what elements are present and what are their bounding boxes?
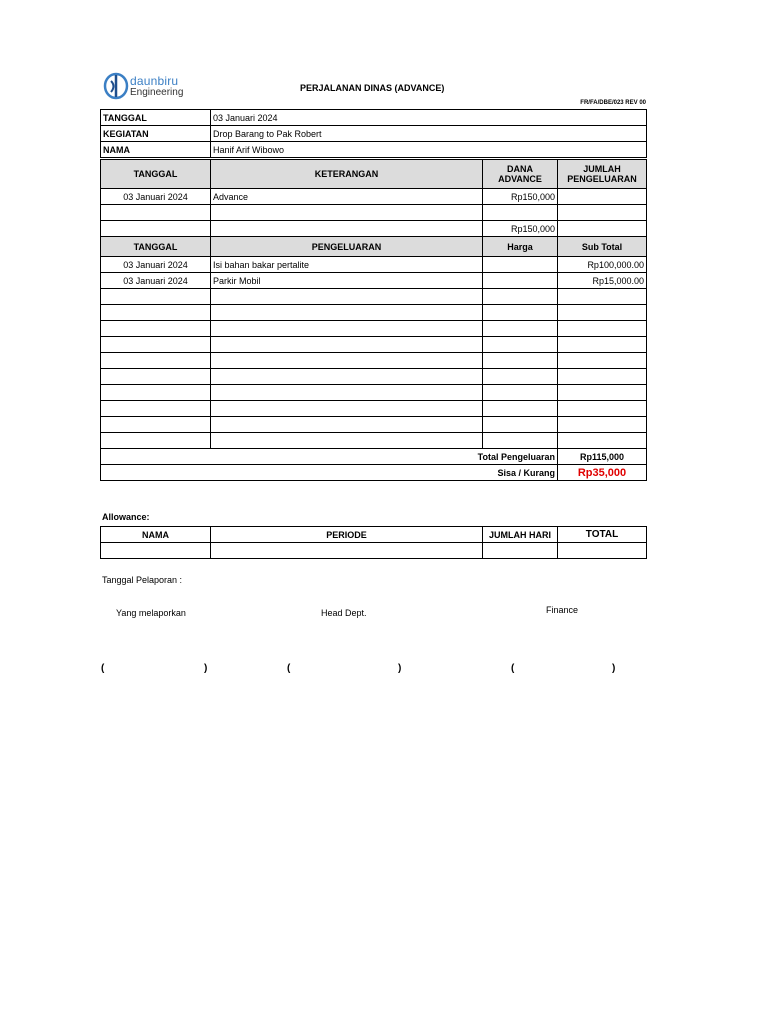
cell-harga [483, 337, 558, 353]
cell-pengeluaran [211, 289, 483, 305]
total-value: Rp115,000 [558, 449, 647, 465]
cell-tanggal: 03 Januari 2024 [101, 273, 211, 289]
cell-tanggal [101, 401, 211, 417]
cell-tanggal [101, 205, 211, 221]
cell-jumlah [558, 205, 647, 221]
tanggal-pelaporan-label: Tanggal Pelaporan : [102, 575, 183, 585]
cell-pengeluaran [211, 305, 483, 321]
cell-tanggal [101, 417, 211, 433]
allowance-label: Allowance: [102, 512, 150, 522]
table-row [101, 337, 647, 353]
cell-pengeluaran [211, 417, 483, 433]
table-row [101, 289, 647, 305]
cell-harga [483, 257, 558, 273]
column-header: KETERANGAN [211, 160, 483, 189]
cell-harga [483, 385, 558, 401]
cell-harga [483, 273, 558, 289]
info-label: TANGGAL [101, 110, 211, 126]
cell-tanggal [101, 433, 211, 449]
column-header: PENGELUARAN [211, 237, 483, 257]
cell-harga [483, 305, 558, 321]
info-label: NAMA [101, 142, 211, 158]
document-code: FR/FA/DBE/023 REV 00 [580, 100, 646, 106]
cell-pengeluaran [211, 369, 483, 385]
table-row [101, 221, 647, 237]
sisa-label: Sisa / Kurang [101, 465, 558, 481]
cell-subtotal [558, 289, 647, 305]
cell-pengeluaran [211, 433, 483, 449]
signature-open-paren: ( [511, 663, 515, 674]
info-value: Drop Barang to Pak Robert [211, 126, 647, 142]
cell-jumlah [558, 221, 647, 237]
column-header-line: JUMLAH [583, 164, 621, 174]
cell-pengeluaran [211, 353, 483, 369]
cell-pengeluaran: Isi bahan bakar pertalite [211, 257, 483, 273]
allowance-table [100, 526, 647, 559]
column-header-line: PENGELUARAN [567, 174, 637, 184]
table-row [101, 257, 647, 273]
cell-pengeluaran: Parkir Mobil [211, 273, 483, 289]
table-row [101, 543, 647, 559]
logo-sub-text: Engineering [130, 87, 184, 98]
table-row [101, 385, 647, 401]
table-row [101, 401, 647, 417]
table-row [101, 321, 647, 337]
head-dept-label: Head Dept. [321, 608, 367, 618]
expenses-header-row [101, 237, 647, 257]
document-title: PERJALANAN DINAS (ADVANCE) [300, 83, 445, 93]
signature-close-paren: ) [204, 663, 208, 674]
cell-tanggal [101, 221, 211, 237]
info-label: KEGIATAN [101, 126, 211, 142]
cell-subtotal: Rp15,000.00 [558, 273, 647, 289]
cell-harga [483, 433, 558, 449]
column-header: TOTAL [558, 527, 647, 543]
table-row [101, 205, 647, 221]
logo-leaf-icon [103, 72, 129, 100]
cell-total [558, 543, 647, 559]
cell-subtotal [558, 353, 647, 369]
cell-subtotal [558, 417, 647, 433]
signature-close-paren: ) [612, 663, 616, 674]
column-header [483, 160, 558, 189]
column-header-line: DANA [507, 164, 533, 174]
cell-dana [483, 205, 558, 221]
cell-tanggal [101, 385, 211, 401]
cell-nama [101, 543, 211, 559]
info-value: Hanif Arif Wibowo [211, 142, 647, 158]
cell-dana: Rp150,000 [483, 189, 558, 205]
info-row-kegiatan [101, 126, 647, 142]
info-value: 03 Januari 2024 [211, 110, 647, 126]
cell-keterangan [211, 221, 483, 237]
company-logo [103, 72, 203, 102]
signature-close-paren: ) [398, 663, 402, 674]
cell-tanggal [101, 305, 211, 321]
advance-header-row [101, 160, 647, 189]
signature-open-paren: ( [287, 663, 291, 674]
logo-brand-text: daunbiru [130, 74, 179, 88]
cell-jumlah [558, 189, 647, 205]
cell-subtotal [558, 305, 647, 321]
cell-harga [483, 353, 558, 369]
table-row [101, 273, 647, 289]
table-row [101, 353, 647, 369]
cell-tanggal: 03 Januari 2024 [101, 257, 211, 273]
cell-tanggal [101, 289, 211, 305]
cell-tanggal [101, 337, 211, 353]
signature-open-paren: ( [101, 663, 105, 674]
table-row [101, 305, 647, 321]
cell-harga [483, 321, 558, 337]
column-header: TANGGAL [101, 160, 211, 189]
cell-tanggal [101, 321, 211, 337]
cell-pengeluaran [211, 337, 483, 353]
column-header: PERIODE [211, 527, 483, 543]
allowance-header-row [101, 527, 647, 543]
table-row [101, 189, 647, 205]
cell-subtotal [558, 321, 647, 337]
cell-subtotal [558, 369, 647, 385]
total-row [101, 449, 647, 465]
cell-pengeluaran [211, 321, 483, 337]
sisa-row [101, 465, 647, 481]
info-row-nama [101, 142, 647, 158]
column-header-line: ADVANCE [498, 174, 542, 184]
cell-pengeluaran [211, 385, 483, 401]
table-row [101, 433, 647, 449]
column-header [558, 160, 647, 189]
cell-harga [483, 289, 558, 305]
column-header: NAMA [101, 527, 211, 543]
cell-harga [483, 369, 558, 385]
advance-table [100, 159, 647, 481]
cell-tanggal: 03 Januari 2024 [101, 189, 211, 205]
cell-pengeluaran [211, 401, 483, 417]
cell-subtotal [558, 433, 647, 449]
sisa-value: Rp35,000 [558, 465, 647, 481]
cell-keterangan: Advance [211, 189, 483, 205]
yang-melaporkan-label: Yang melaporkan [116, 608, 186, 618]
total-label: Total Pengeluaran [101, 449, 558, 465]
cell-tanggal [101, 369, 211, 385]
cell-subtotal: Rp100,000.00 [558, 257, 647, 273]
cell-subtotal [558, 337, 647, 353]
cell-subtotal [558, 385, 647, 401]
info-table [100, 109, 647, 158]
cell-jumlah-hari [483, 543, 558, 559]
column-header: TANGGAL [101, 237, 211, 257]
table-row [101, 369, 647, 385]
cell-keterangan [211, 205, 483, 221]
table-row [101, 417, 647, 433]
column-header: Sub Total [558, 237, 647, 257]
cell-subtotal [558, 401, 647, 417]
info-row-tanggal [101, 110, 647, 126]
column-header: JUMLAH HARI [483, 527, 558, 543]
column-header: Harga [483, 237, 558, 257]
finance-label: Finance [546, 605, 579, 615]
cell-dana: Rp150,000 [483, 221, 558, 237]
cell-harga [483, 401, 558, 417]
cell-harga [483, 417, 558, 433]
cell-tanggal [101, 353, 211, 369]
cell-periode [211, 543, 483, 559]
